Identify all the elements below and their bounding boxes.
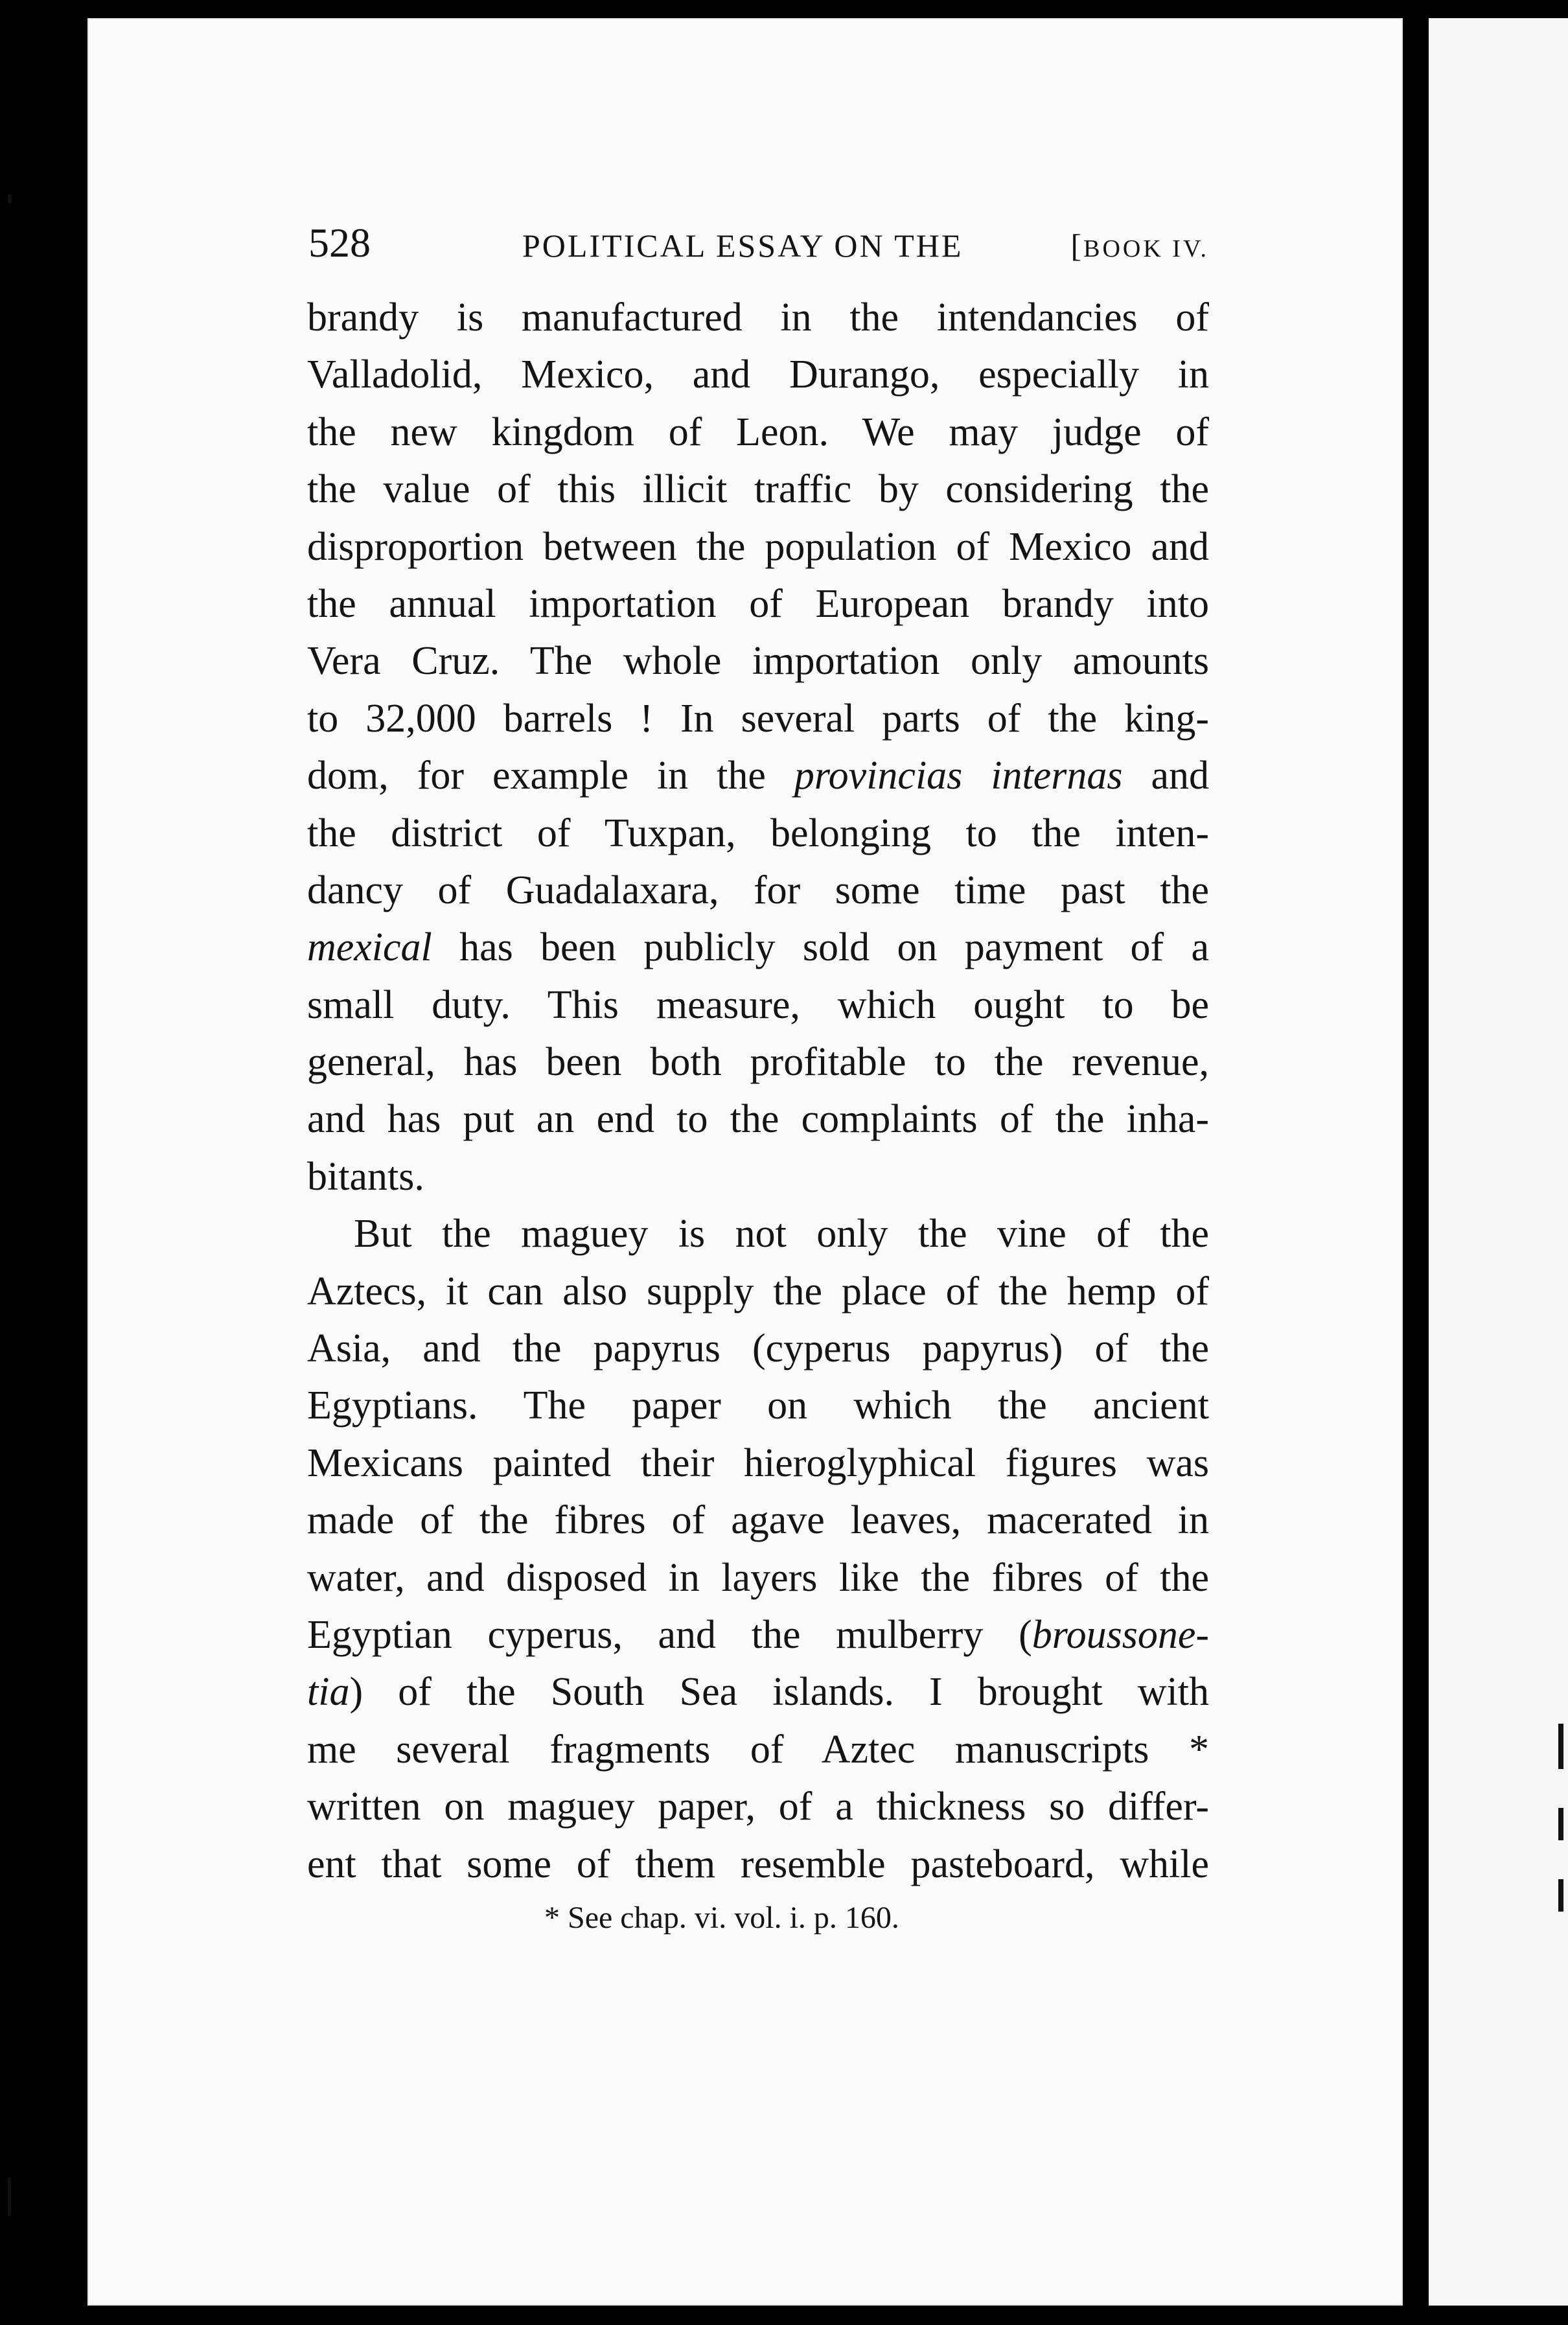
text-line xyxy=(307,404,1209,461)
text-line xyxy=(307,1778,1209,1835)
paragraph-1 xyxy=(307,289,1209,1205)
text-line xyxy=(307,919,1209,976)
text-run: general, has been both profitable to the revenue, xyxy=(307,1040,1209,1085)
scan-edge-mark xyxy=(8,2177,11,2216)
italic-text: broussone- xyxy=(1032,1612,1209,1657)
text-line xyxy=(307,862,1209,919)
text-line xyxy=(307,1549,1209,1606)
text-run: and has put an end to the complaints of the inha- xyxy=(307,1097,1209,1142)
text-line xyxy=(307,1148,1209,1205)
text-run: to 32,000 barrels ! In several parts of the king- xyxy=(307,696,1209,741)
running-title: POLITICAL ESSAY ON THE xyxy=(522,227,963,264)
scan-edge-mark xyxy=(1558,1808,1563,1840)
body-text xyxy=(307,289,1209,1893)
book-label xyxy=(1070,227,1209,264)
running-header xyxy=(308,219,1209,277)
book-bracket: [ xyxy=(1070,227,1084,264)
text-run: bitants. xyxy=(307,1154,424,1199)
text-line xyxy=(307,632,1209,689)
text-run: dom, for example in the xyxy=(307,754,794,798)
text-run: and xyxy=(1122,754,1209,798)
italic-text: mexical xyxy=(307,925,432,970)
text-line xyxy=(307,1836,1209,1893)
text-run: the district of Tuxpan, belonging to the inten- xyxy=(307,811,1209,855)
text-run: brandy is manufactured in the intendancies of xyxy=(307,295,1209,340)
text-line xyxy=(307,1377,1209,1434)
text-line xyxy=(307,575,1209,632)
text-run: written on maguey paper, of a thickness so differ- xyxy=(307,1785,1209,1829)
text-run: Mexicans painted their hieroglyphical figures was xyxy=(307,1440,1209,1485)
text-run: the annual importation of European brandy into xyxy=(307,581,1209,626)
text-line xyxy=(307,518,1209,575)
text-line xyxy=(307,1663,1209,1720)
scan-edge-mark xyxy=(1558,1879,1563,1912)
text-run: the value of this illicit traffic by considering the xyxy=(307,467,1209,512)
text-run: Vera Cruz. The whole importation only amounts xyxy=(307,639,1209,684)
text-line xyxy=(307,1435,1209,1492)
text-line xyxy=(307,289,1209,346)
text-run: has been publicly sold on payment of a xyxy=(432,925,1209,970)
scan-edge-mark xyxy=(8,194,12,203)
text-line xyxy=(307,346,1209,403)
text-line xyxy=(307,1263,1209,1320)
text-run: Egyptians. The paper on which the ancient xyxy=(307,1383,1209,1428)
text-run: small duty. This measure, which ought to be xyxy=(307,982,1209,1027)
text-run: ) of the South Sea islands. I brought with xyxy=(349,1670,1209,1715)
text-run: Aztecs, it can also supply the place of the hemp of xyxy=(307,1269,1209,1313)
text-line xyxy=(307,1492,1209,1549)
text-line xyxy=(307,1721,1209,1778)
text-line xyxy=(307,1320,1209,1377)
text-line xyxy=(307,461,1209,518)
italic-text: tia xyxy=(307,1670,350,1715)
text-run: Valladolid, Mexico, and Durango, especially in xyxy=(307,353,1209,397)
text-run: disproportion between the population of Mexico and xyxy=(307,524,1209,569)
text-line xyxy=(307,1034,1209,1091)
text-run: me several fragments of Aztec manuscripts * xyxy=(307,1727,1209,1772)
book-label-text: BOOK IV. xyxy=(1083,235,1209,262)
text-run: Asia, and the papyrus (cyperus papyrus) of the xyxy=(307,1326,1209,1371)
text-line xyxy=(307,805,1209,862)
text-run: made of the fibres of agave leaves, macerated in xyxy=(307,1498,1209,1543)
italic-text: provincias internas xyxy=(794,754,1123,798)
text-run: But the maguey is not only the vine of the xyxy=(354,1212,1209,1256)
text-line xyxy=(307,747,1209,804)
text-line xyxy=(307,977,1209,1034)
text-run: ent that some of them resemble pasteboard, while xyxy=(307,1842,1209,1886)
text-run: water, and disposed in layers like the fibres of the xyxy=(307,1555,1209,1600)
text-line xyxy=(307,1205,1209,1262)
scan-edge-mark xyxy=(1558,1724,1563,1769)
text-line xyxy=(307,1606,1209,1663)
paragraph-2 xyxy=(307,1205,1209,1893)
text-run: dancy of Guadalaxara, for some time past the xyxy=(307,868,1209,912)
text-line xyxy=(307,690,1209,747)
text-line xyxy=(307,1091,1209,1148)
footnote: * See chap. vi. vol. i. p. 160. xyxy=(544,1901,899,1935)
page-number: 528 xyxy=(308,220,371,266)
text-run: the new kingdom of Leon. We may judge of xyxy=(307,410,1209,454)
adjacent-page-edge xyxy=(1429,18,1568,2306)
text-run: Egyptian cyperus, and the mulberry ( xyxy=(307,1612,1032,1657)
